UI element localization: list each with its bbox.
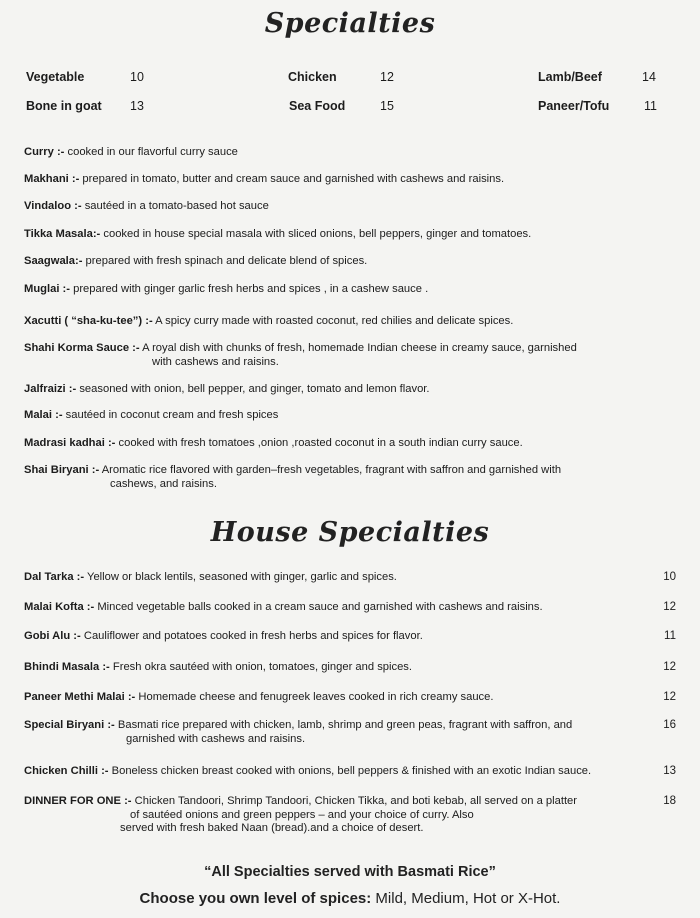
menu-item — [24, 719, 572, 746]
menu-item — [24, 409, 278, 423]
item-description: seasoned with onion, bell pepper, and ginger, tomato and lemon flavor. — [76, 383, 430, 395]
spice-label: Choose you own level of spices: — [139, 890, 372, 907]
menu-item — [24, 437, 523, 451]
item-name: Xacutti ( “sha-ku-tee”) :- — [24, 315, 153, 327]
spice-note — [0, 890, 700, 907]
item-name: Makhani :- — [24, 173, 80, 185]
item-price: 10 — [663, 571, 676, 583]
item-name: Shahi Korma Sauce :- — [24, 342, 140, 354]
item-name: DINNER FOR ONE :- — [24, 795, 132, 807]
item-description-cont: cashews, and raisins. — [110, 477, 217, 490]
menu-item — [24, 146, 238, 160]
item-description: Cauliflower and potatoes cooked in fresh herbs and spices for flavor. — [80, 630, 423, 642]
menu-item — [24, 283, 428, 297]
spice-options: Mild, Medium, Hot or X-Hot. — [371, 890, 561, 907]
item-description: prepared in tomato, butter and cream sauce and garnished with cashews and raisins. — [79, 173, 505, 185]
protein-name: Bone in goat — [26, 99, 102, 113]
item-name: Tikka Masala:- — [24, 228, 101, 240]
item-description: sautéed in a tomato-based hot sauce — [81, 200, 269, 212]
protein-price-grid — [0, 66, 700, 126]
menu-item — [24, 601, 543, 615]
menu-item — [24, 571, 397, 585]
item-price: 12 — [663, 601, 676, 613]
item-name: Madrasi kadhai :- — [24, 437, 116, 449]
item-description: Yellow or black lentils, seasoned with ginger, garlic and spices. — [84, 571, 397, 583]
item-description: cooked in our flavorful curry sauce — [64, 146, 238, 158]
menu-item — [24, 464, 561, 491]
menu-item — [24, 765, 591, 779]
protein-name: Chicken — [288, 70, 337, 84]
protein-name: Lamb/Beef — [538, 70, 602, 84]
item-price: 18 — [663, 795, 676, 807]
item-description: Basmati rice prepared with chicken, lamb, shrimp and green peas, fragrant with saffron, and — [114, 719, 573, 731]
item-description: prepared with ginger garlic fresh herbs and spices , in a cashew sauce . — [70, 283, 429, 295]
menu-item — [24, 630, 423, 644]
item-name: Special Biryani :- — [24, 719, 115, 731]
rice-note: “All Specialties served with Basmati Rice” — [204, 864, 496, 880]
item-name: Curry :- — [24, 146, 65, 158]
item-description: A royal dish with chunks of fresh, homemade Indian cheese in creamy sauce, garnished — [139, 342, 577, 354]
protein-price: 13 — [130, 99, 144, 113]
protein-price: 10 — [130, 70, 144, 84]
protein-price: 12 — [380, 70, 394, 84]
menu-item — [24, 228, 531, 242]
item-price: 12 — [663, 691, 676, 703]
item-description: A spicy curry made with roasted coconut, red chilies and delicate spices. — [152, 315, 514, 327]
menu-item — [24, 383, 430, 397]
item-name: Chicken Chilli :- — [24, 765, 109, 777]
item-name: Shai Biryani :- — [24, 464, 100, 476]
protein-name: Vegetable — [26, 70, 85, 84]
item-name: Paneer Methi Malai :- — [24, 691, 136, 703]
item-description-cont: garnished with cashews and raisins. — [126, 732, 306, 745]
item-price: 12 — [663, 661, 676, 673]
menu-item — [24, 255, 367, 269]
item-description: Boneless chicken breast cooked with onions, bell peppers & finished with an exotic Indian sauce. — [108, 765, 592, 777]
protein-price: 11 — [644, 99, 657, 113]
menu-item — [24, 200, 269, 214]
specialties-title: Specialties — [264, 8, 436, 39]
menu-item — [24, 342, 577, 369]
item-price: 13 — [663, 765, 676, 777]
item-description: Aromatic rice flavored with garden–fresh vegetables, fragrant with saffron and garnished with — [99, 464, 562, 476]
item-name: Dal Tarka :- — [24, 571, 85, 583]
item-description-cont: served with fresh baked Naan (bread).and a choice of desert. — [120, 822, 424, 834]
item-name: Saagwala:- — [24, 255, 83, 267]
protein-name: Paneer/Tofu — [538, 99, 610, 113]
menu-item — [24, 661, 412, 675]
item-description: sautéed in coconut cream and fresh spices — [62, 409, 279, 421]
item-name: Vindaloo :- — [24, 200, 82, 212]
item-price: 11 — [664, 630, 676, 642]
item-description: Minced vegetable balls cooked in a cream sauce and garnished with cashews and raisins. — [94, 601, 543, 613]
item-name: Malai Kofta :- — [24, 601, 95, 613]
item-description-cont: of sautéed onions and green peppers – and your choice of curry. Also — [130, 808, 474, 821]
protein-price: 15 — [380, 99, 394, 113]
item-description: Fresh okra sautéed with onion, tomatoes, ginger and spices. — [109, 661, 413, 673]
menu-item — [24, 795, 577, 836]
house-specialties-title: House Specialties — [210, 517, 490, 548]
item-name: Jalfraizi :- — [24, 383, 77, 395]
menu-item — [24, 173, 504, 187]
protein-price: 14 — [642, 70, 656, 84]
item-description: Homemade cheese and fenugreek leaves cooked in rich creamy sauce. — [135, 691, 494, 703]
protein-name: Sea Food — [289, 99, 346, 113]
menu-item — [24, 315, 513, 329]
item-name: Muglai :- — [24, 283, 70, 295]
menu-item — [24, 691, 493, 705]
item-name: Bhindi Masala :- — [24, 661, 110, 673]
item-description: Chicken Tandoori, Shrimp Tandoori, Chicken Tikka, and boti kebab, all served on a platter — [131, 795, 578, 807]
item-price: 16 — [663, 719, 676, 731]
item-description: cooked with fresh tomatoes ,onion ,roasted coconut in a south indian curry sauce. — [115, 437, 523, 449]
item-description: cooked in house special masala with sliced onions, bell peppers, ginger and tomatoes. — [100, 228, 532, 240]
item-name: Malai :- — [24, 409, 63, 421]
item-description-cont: with cashews and raisins. — [152, 355, 279, 368]
item-name: Gobi Alu :- — [24, 630, 81, 642]
item-description: prepared with fresh spinach and delicate blend of spices. — [82, 255, 368, 267]
